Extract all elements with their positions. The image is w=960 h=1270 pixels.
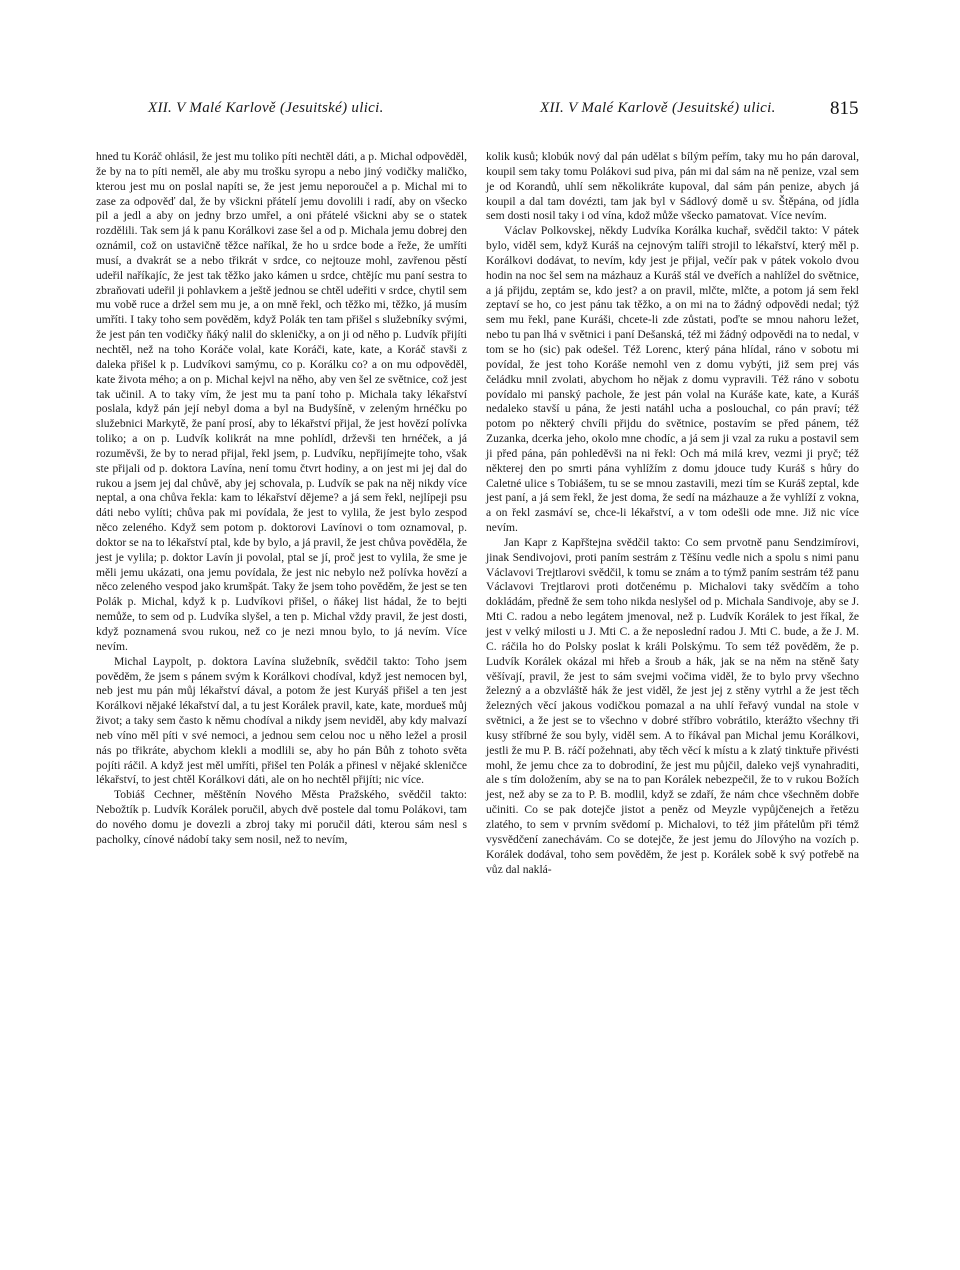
paragraph: Jan Kapr z Kapřštejna svědčil takto: Co sem prvotně panu Sendzimírovi, jinak Sendivojovi, proti paním sestrám z Těšínu vedle nich a spolu s nimi panu Václavovi Trejtlarovi svědčil, k tomu se znám a to týmž paním sestrám též panu Václavovi Trejtlarovi proti dotčenému p. Michalovi taky svědčím a toho dokládám, předně že sem toho nikda neslyšel od p. Michala Sandivoje, aby se J. Mti C. radou a nebo legátem jmenoval, než p. Ludvík Korálek to jest říkal, že jest v velký milosti u J. Mti C. a že neposlední radou J. Mti C. bude, a že J. M. C. ráčila ho do Polsky poslat k králi Polskýmu. To sem též pověděm, že p. Ludvík Korálek okázal mi hřeb a šroub a hák, jak se na něm na stěně šaty věšívají, pravil, že jest to sám svejmi vočima viděl, že to bylo prvy všechno železný a a obzvláště hák že jest viděl, že jest jej z stěny vytrhl a že jest těch železných věcí jakous vodičkou pomazal a na uhlí řeřavý vundal na stole v světnici, a že jest se to všechno v dobré stříbro vobrátilo, kterážto všechny tři kusy stříbrné že sou byly, viděl sem. A to říkával pan Michal jemu Korálkovi, jestli že mu P. B. ráčí požehnati, aby těch věcí k místu a k zlatý tinktuře přivésti mohl, že jemu chce za to dobrodiní, že jest mu půjčil, daleko vejš vynahraditi, ale s tím doložením, aby se na to pan Korálek nebezpečil, že to v rukou Božích jest, než aby se za to P. B. modlil, když se zdaří, že nám chce všechněm dobře učiniti. Co se pak dotejče jistot a peněz od Meyzle vypůjčenejch a řetězu zlatého, to sem v prvním svědomí p. Michalovi, to též jim přátelům při témž vysvědčení zanechávám. Co se dotejče, že jest jemu do Jílovýho na vozích p. Korálek dodával, toho sem pověděm, že jest p. Korálek sobě k svý potřebě na vůz dal naklá-	[486, 535, 859, 876]
left-text-column	[96, 150, 467, 848]
running-head-left: XII. V Malé Karlově (Jesuitské) ulici.	[148, 100, 384, 116]
paragraph: kolik kusů; klobúk nový dal pán udělat s bílým peřím, taky mu ho pán daroval, koupil sem taky tomu Polákovi sud piva, pán mi dal sám na ně penize, vzal sem je od Korandů, uhlí sem několikráte kupoval, dal sám pán penize, abych já koupil a dal tam dovézti, tam jak byl v Sádlový domě u sv. Štěpána, od jídla sem dosti nosil taky i od vína, kdož může všecko pamatovat. Více nevím.	[486, 150, 859, 223]
paragraph: Tobiáš Cechner, měštěnín Nového Města Pražského, svědčil takto: Nebožtík p. Ludvík Korálek poručil, abych dvě postele dal tomu Polákovi, tam do nového domu je dovezli a zbroj taky mi poručil dáti, kterou sám nesl s pacholky, cínové nádobí taky sem nosil, než to nevím,	[96, 788, 467, 846]
paragraph: Václav Polkovskej, někdy Ludvíka Korálka kuchař, svědčil takto: V pátek bylo, viděl sem, když Kuráš na cejnovým talíři strojil to lékařství, který měl p. Korálkovi dodávat, to nevím, kdy jest je přijal, večír pak v pátek vokolo dvou hodin na noc šel sem na mázhauz a Kuráš stál ve dveřích a nahlížel do světnice, a já přijdu, zeptám se, kdo jest? a on pravil, mlčte, mlčte, a potom já sem řekl zeptaví se ho, co jest pánu tak těžko, a on mi na to žádný odpovědi nedal; týž sem mu řekl, pane Kuráši, chcete-li zde zůstati, poďte se mnou nahoru ležet, nebo tu pan lhá v světnici i paní Dešanská, též mi žádný odpovědi na to nedal, v tom se ho (sic) pak odešel. Též Lorenc, který pána hlídal, ráno v sobotu mi povídal, že jest toho Koráše nemohl ven z domu vybýti, již sem prej vás čeládku mnil zvolati, abychom ho nějak z domu vypravili. Též ráno v sobotu povídalo mi panský pachole, že jest pán volal na Kuráše kate, kate, a Kuráš nedaleko stavší u pána, že jesti natáhl ucha a poslouchal, co pán praví; též potom po některý chvíli přijdu do světnice, postavím se před pánem, též Zuzanka, dcerka jeho, okolo mne chodíc, a já sem ji vzal za ruku a postavil sem ji před pána, pán pohleděvši na ni řekl: Och má milá krev, vezmi ji pryč; též některej den po smrti pána vyhlížím z domu jdouce tudy Kuráš s hůry do Caletné ulice s Tobiášem, tu se se mnou zastavili, mezi tím se Kuráš zeptal, kde jest paní, a já sem řekl, že jest doma, že sedí na mázhauze a že vyhlíží z vokna, a on řekl zasmáví se, chce-li lékařství, a v tom odešli ode mne. Již nic více nevím.	[486, 224, 859, 535]
paragraph: hned tu Koráč ohlásil, že jest mu toliko píti nechtěl dáti, a p. Michal odpověděl, že by na to píti neměl, ale aby mu trošku syropu a nebo jiný vodičky maličko, kterou jest mu on poslal napíti se, že jest jemu neporoučel a p. Michal mi to zase za odpověď dal, že by všickni přátelí jemu dovolili i radí, aby on všecko pil a jedl a aby on jedny brzo umřel, a oni přátelé všickni aby se o statek rozdělili. Tak sem já k panu Korálkovi zase šel a od p. Michala jemu dobrej den oznámil, což on ustavičně těžce naříkal, že ho u srdce bode a řeže, že umříti musí, a dvakrát se a nebo třikrát v srdce, co nejtouze mohl, zavřenou pěstí udeřil naříkajíc, že jest tak těžko jako kámen u srdce, chtějíc mu paní sestra to zbraňovati udeřil ji pohlavkem a ještě jednou se chtěl udeřiti v srdce, chytil sem mu vobě ruce a držel sem mu je, a on mně řekl, och těžko mi, těžko, já musím umříti. I taky toho sem pověděm, když Polák ten tam přišel s služebníky svými, že jest pán ten vodičky ňáký nalil do skleničky, a on ji od něho p. Ludvík přijíti nechtěl, než na toho Koráče volal, kate Koráči, kate, kate, a Koráč stavši z daleka přišel k p. Ludvíkovi samýmu, co p. Korálku co? a on mu odpověděl, kate života mého; a on p. Michal kejvl na něho, aby ven šel ze světnice, což jest tak učinil. A to taky vím, že jest mu ta paní toho p. Michala taky lékařství poslala, když pán její nebyl doma a byl na Budyšíně, v zeleným hrnéčku po služebnici Markytě, že paní prosí, aby to lékařství přijal, že jest hovězí polívka toliko; a on p. Ludvík kolikrát na mne pohlídl, drževši ten hrnéček, a já rozuměvši, že by to nerad přijal, řekl jsem, p. Ludvíku, nepřijímejte toho, však ste přijali od p. doktora Lavína, není tomu čtvrt hodiny, a on jest mi jej dal do rukou a jsem jej dal chůvě, aby jej schovala, p. Ludvík se pak na něj nikdy více neptal, a ona chůva řekla: kam to lékařství dějeme? a já sem řekl, nejlípeji psu dáti nebo vylíti; chůva pak mi povídala, že jest to vylila, že jest bylo zespod něco zeleného. Když sem potom p. doktorovi Lavínovi o tom oznamoval, p. doktor se na to lékařství ptal, kde by bylo, a já pravil, že jest chůva pověděla, že jest je vylila; p. doktor Lavín ji povolal, ptal se jí, proč jest to vylila, že sme je měli jemu ukázati, ona jemu povídala, že jest nic nebylo než polívka hovězí a něco zeleného vespod jako krumšpát. Taky že jsem toho pověděm, že jest se ten Polák p. Michal, když k p. Ludvíkovi přišel, o ňákej list hádal, že to bejti nemůže, to sem od p. Ludvíka slyšel, a ten p. Michal vždy pravil, že jest dosti, když poznamená svou rukou, než co je nezi mnou bylo, to já nevím. Více nevím.	[96, 150, 467, 653]
running-head-right: XII. V Malé Karlově (Jesuitské) ulici.	[540, 100, 776, 116]
right-text-column	[486, 150, 859, 877]
paragraph: Michal Laypolt, p. doktora Lavína služebník, svědčil takto: Toho jsem pověděm, že jsem s pánem svým k Korálkovi chodíval, když jest nemocen byl, neb jest mu pán můj lékařství dával, a potom že jest Kuryáš přišel a ten jest Korálkovi nějaké lékařství dal, a tu jest Korálek pravil, kate, kate, mordueš můj život; a taky sem často k němu chodíval a nikdy jsem neviděl, aby kdy malvazí neb víno měl píti v své nemoci, a jednou sem celou noc u něho ležel a prosil nás po třikráte, abychom klekli a modlili se, aby ho pán Bůh z tohoto světa pojíti ráčil. A když jest měl umříti, přišel ten Polák a přinesl v nějaké skleničce lékařství, to jest chtěl Korálkovi dáti, ale on ho nechtěl přijíti; nic více.	[96, 654, 467, 787]
page-number: 815	[830, 98, 859, 119]
